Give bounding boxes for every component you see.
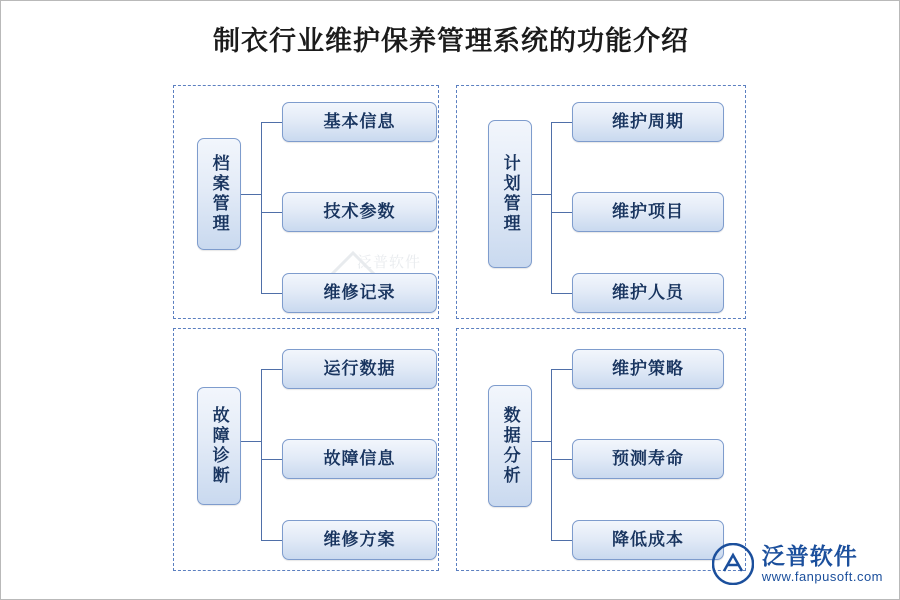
connector-fault-stem: [241, 441, 261, 442]
brand-url: www.fanpusoft.com: [761, 568, 883, 584]
connector-plan-stem: [532, 194, 551, 195]
node-child-plan-1[interactable]: 维护项目: [572, 192, 724, 232]
connector-analysis-branch-1: [551, 459, 572, 460]
connector-analysis-branch-0: [551, 369, 572, 370]
brand-mark-icon: [712, 543, 754, 585]
connector-fault-branch-2: [261, 540, 282, 541]
connector-archive-spine: [261, 122, 262, 294]
brand-logo: [712, 543, 883, 585]
node-child-plan-0[interactable]: 维护周期: [572, 102, 724, 142]
node-child-analysis-1[interactable]: 预测寿命: [572, 439, 724, 479]
node-child-archive-1[interactable]: 技术参数: [282, 192, 437, 232]
brand-name: 泛普软件: [761, 543, 858, 570]
node-parent-plan[interactable]: 计划管理: [488, 120, 532, 268]
node-child-plan-2[interactable]: 维护人员: [572, 273, 724, 313]
connector-fault-spine: [261, 369, 262, 540]
connector-archive-branch-1: [261, 212, 282, 213]
connector-archive-branch-2: [261, 293, 282, 294]
node-child-archive-2[interactable]: 维修记录: [282, 273, 437, 313]
node-child-analysis-2[interactable]: 降低成本: [572, 520, 724, 560]
node-child-analysis-0[interactable]: 维护策略: [572, 349, 724, 389]
connector-plan-branch-1: [551, 212, 572, 213]
node-parent-analysis[interactable]: 数据分析: [488, 385, 532, 507]
connector-analysis-spine: [551, 369, 552, 540]
connector-archive-branch-0: [261, 122, 282, 123]
brand-texts: [762, 544, 883, 584]
connector-plan-branch-2: [551, 293, 572, 294]
connector-plan-branch-0: [551, 122, 572, 123]
connector-fault-branch-1: [261, 459, 282, 460]
connector-analysis-stem: [532, 441, 551, 442]
connector-archive-stem: [241, 194, 261, 195]
node-parent-archive[interactable]: 档案管理: [197, 138, 241, 250]
connector-plan-spine: [551, 122, 552, 294]
watermark-text: 泛普软件: [357, 254, 422, 271]
node-child-fault-1[interactable]: 故障信息: [282, 439, 437, 479]
connector-fault-branch-0: [261, 369, 282, 370]
node-child-fault-0[interactable]: 运行数据: [282, 349, 437, 389]
node-parent-fault[interactable]: 故障诊断: [197, 387, 241, 505]
page-title: 制衣行业维护保养管理系统的功能介绍: [213, 26, 689, 56]
node-child-fault-2[interactable]: 维修方案: [282, 520, 437, 560]
node-child-archive-0[interactable]: 基本信息: [282, 102, 437, 142]
connector-analysis-branch-2: [551, 540, 572, 541]
